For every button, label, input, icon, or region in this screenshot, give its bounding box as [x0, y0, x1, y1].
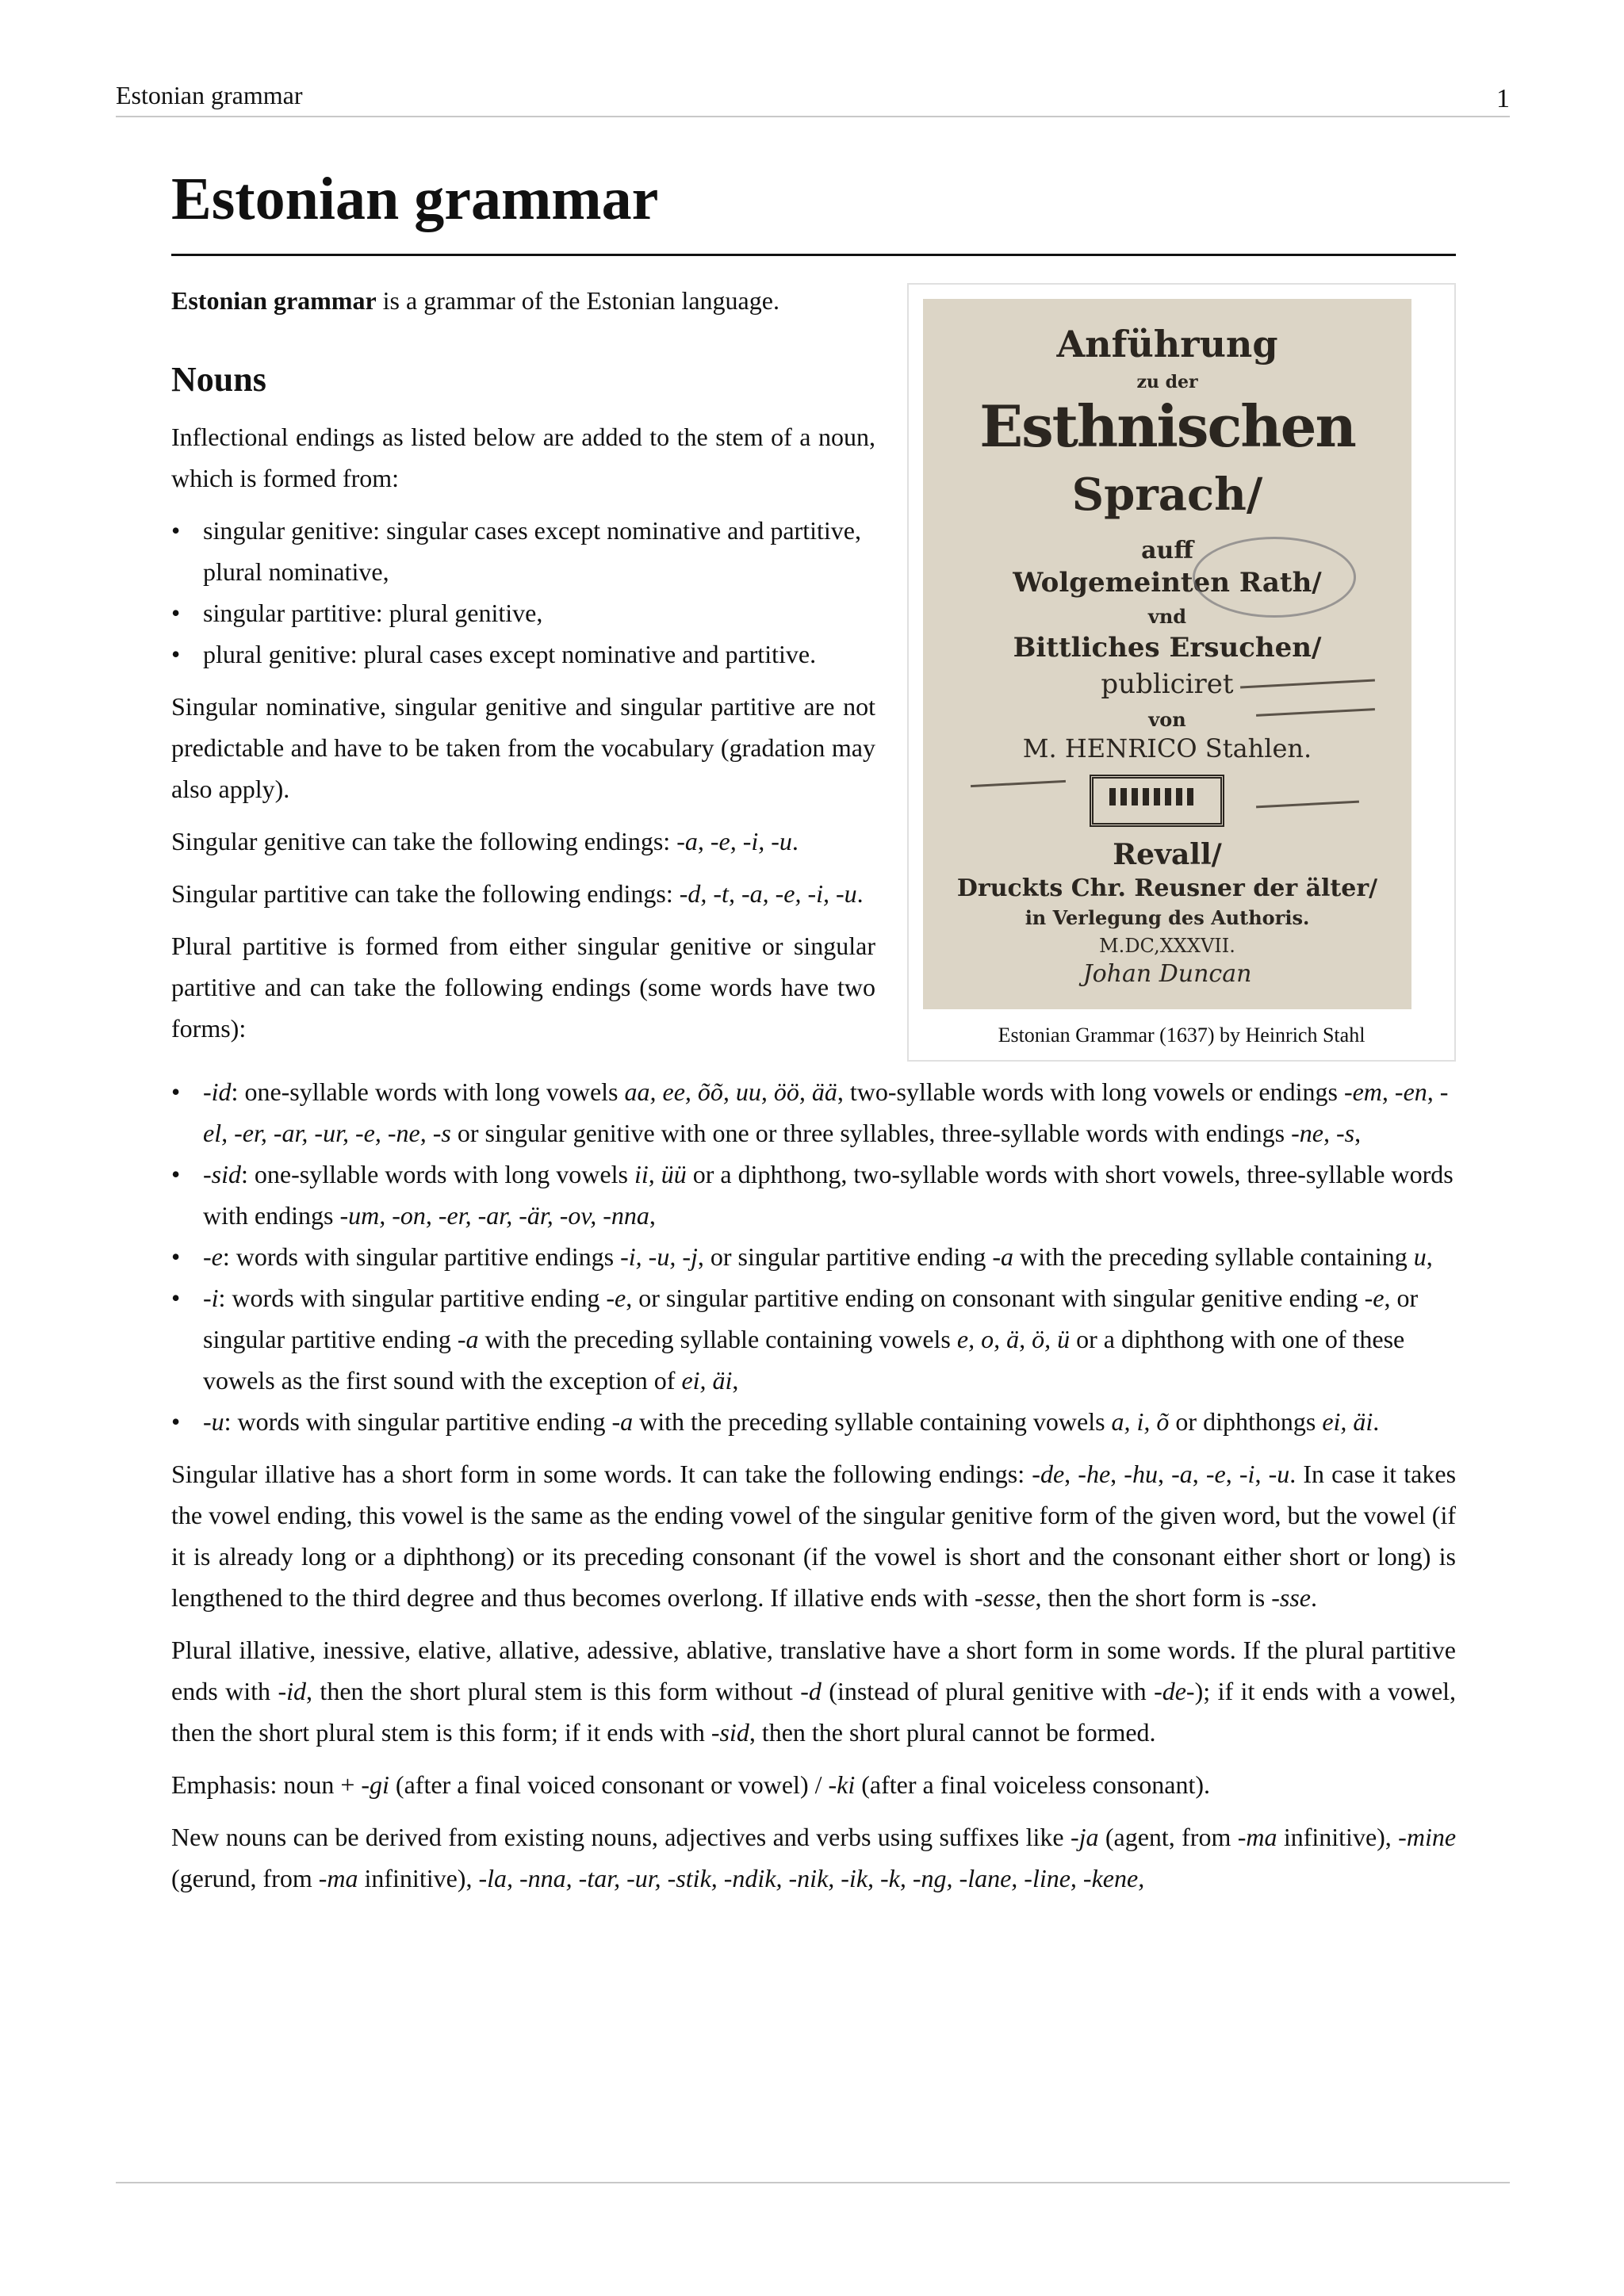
intro-bold: Estonian grammar: [171, 286, 377, 315]
scan-line: in Verlegung des Authoris.: [1025, 906, 1310, 929]
scan-line: Anführung: [1056, 323, 1278, 365]
article-body: [171, 280, 1456, 1899]
list-item: • -id: one-syllable words with long vowels aa, ee, õõ, uu, öö, ää, two-syllable words with long vowels or endings -em, -en, -el, -er, -ar, -ur, -e, -ne, -s or singular genitive with one or three syllables, three-syllable words with endings -ne, -s,: [171, 1071, 1456, 1154]
handwritten-mark: [971, 780, 1066, 787]
list-item: • singular partitive: plural genitive,: [171, 592, 869, 633]
list-item: • -u: words with singular partitive ending -a with the preceding syllable containing vowels a, i, õ or diphthongs ei, äi.: [171, 1401, 1456, 1442]
pl-partitive-paragraph: Plural partitive is formed from either singular genitive or singular partitive and can take the following endings (some words have two forms):: [171, 932, 875, 1043]
page-number: 1: [1496, 84, 1510, 113]
plural-short-paragraph: Plural illative, inessive, elative, allative, adessive, ablative, translative have a short form in some words. If the plural partitive ends with -id, then the short plural stem is this form without -d (instead of plural genitive with -de-); if it ends with a vowel, then the short plural stem is this form; if it ends with -sid, then the short plural cannot be formed.: [171, 1636, 1457, 1747]
sg-partitive-paragraph: Singular partitive can take the following endings: -d, -t, -a, -e, -i, -u.: [171, 879, 864, 908]
page-title: Estonian grammar: [171, 155, 1456, 256]
section-heading-nouns: Nouns: [171, 360, 266, 399]
scan-line: Sprach/: [1071, 469, 1263, 521]
library-stamp: [1193, 537, 1356, 618]
scan-line: Wolgemeinten Rath/: [1013, 567, 1322, 599]
figure-caption: Estonian Grammar (1637) by Heinrich Stahl: [998, 1024, 1365, 1047]
stem-intro-paragraph: Inflectional endings as listed below are added to the stem of a noun, which is formed from:: [171, 423, 875, 492]
list-item: • singular genitive: singular cases except nominative and partitive, plural nominative,: [171, 510, 869, 592]
list-item: • -sid: one-syllable words with long vowels ii, üü or a diphthong, two-syllable words with short vowels, three-syllable words with endings -um, -on, -er, -ar, -är, -ov, -nna,: [171, 1154, 1456, 1236]
emphasis-paragraph: Emphasis: noun + -gi (after a final voiced consonant or vowel) / -ki (after a final voiceless consonant).: [171, 1770, 1211, 1799]
scan-line: Esthnischen: [979, 392, 1355, 460]
scan-line: vnd: [1147, 605, 1187, 628]
derivation-paragraph: New nouns can be derived from existing nouns, adjectives and verbs using suffixes like -ja (agent, from -ma infinitive), -mine (gerund, from -ma infinitive), -la, -nna, -tar, -ur, -stik, -ndik, -nik, -ik, -k, -ng, -lane, -line, -kene,: [171, 1823, 1457, 1892]
scan-line: auff: [1141, 537, 1193, 564]
illative-paragraph: Singular illative has a short form in some words. It can take the following endings: -de, -he, -hu, -a, -e, -i, -u. In case it takes the vowel ending, this vowel is the same as the ending vowel of the singular genitive form of the given word, but the vowel (if it is already long or a diphthong) or its preceding consonant (if the vowel is short and the consonant either short or long) is lengthened to the third degree and thus becomes overlong. If illative ends with -sesse, then the short form is -sse.: [171, 1460, 1457, 1612]
list-item: • -i: words with singular partitive ending -e, or singular partitive ending on consonant with singular genitive ending -e, or singular partitive ending -a with the preceding syllable containing vowels e, o, ä, ö, ü or a diphthong with one of these vowels as the first sound with the exception of ei, äi,: [171, 1277, 1456, 1401]
handwritten-mark: [1256, 801, 1359, 809]
scan-line: M. HENRICO Stahlen.: [1022, 733, 1312, 763]
pl-partitive-list: [171, 1071, 1456, 1442]
scan-line: Johan Duncan: [1082, 960, 1252, 988]
figure-box: [907, 283, 1456, 1062]
list-item: • -e: words with singular partitive endings -i, -u, -j, or singular partitive ending -a with the preceding syllable containing u,: [171, 1236, 1456, 1277]
intro-paragraph: Estonian grammar is a grammar of the Estonian language.: [171, 286, 779, 315]
title-page-scan: [923, 299, 1411, 1009]
sg-genitive-paragraph: Singular genitive can take the following endings: -a, -e, -i, -u.: [171, 827, 799, 855]
list-item: • plural genitive: plural cases except nominative and partitive.: [171, 633, 869, 675]
ornament: [1090, 775, 1224, 827]
scan-line: zu der: [1136, 372, 1198, 392]
unpredictable-paragraph: Singular nominative, singular genitive and singular partitive are not predictable and have to be taken from the vocabulary (gradation may also apply).: [171, 692, 875, 803]
footer-rule: [116, 2182, 1510, 2183]
page-content: [171, 155, 1456, 1910]
running-header: [116, 79, 1510, 117]
running-title: Estonian grammar: [116, 81, 303, 109]
scan-line: Bittliches Ersuchen/: [1013, 632, 1322, 664]
scan-line: Revall/: [1113, 838, 1222, 871]
scan-line: von: [1148, 708, 1186, 731]
scan-line: publiciret: [1101, 668, 1234, 700]
scan-line: Druckts Chr. Reusner der älter/: [956, 874, 1378, 902]
scan-line: M.DC,XXXVII.: [1099, 935, 1235, 957]
